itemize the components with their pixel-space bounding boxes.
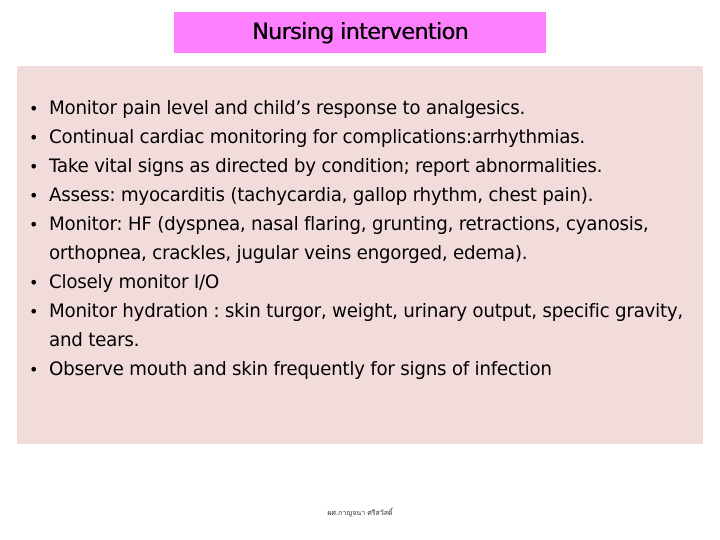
bullet-icon: •	[29, 302, 39, 321]
bullet-item	[29, 297, 694, 355]
bullet-item	[29, 268, 694, 297]
content-panel	[17, 66, 703, 444]
bullet-text: Monitor hydration : skin turgor, weight, urinary output, specific gravity, and tears.	[49, 301, 683, 351]
bullet-text: Closely monitor I/O	[49, 272, 220, 293]
bullet-icon: •	[29, 128, 39, 147]
bullet-item	[29, 181, 694, 210]
bullet-item	[29, 94, 694, 123]
bullet-item	[29, 152, 694, 181]
bullet-list	[29, 94, 694, 384]
title-banner	[174, 12, 546, 53]
bullet-icon: •	[29, 186, 39, 205]
bullet-text: Monitor: HF (dyspnea, nasal flaring, grunting, retractions, cyanosis, orthopnea, crackles, jugular veins engorged, edema).	[49, 214, 649, 264]
bullet-icon: •	[29, 360, 39, 379]
bullet-item	[29, 123, 694, 152]
bullet-item	[29, 355, 694, 384]
bullet-text: Continual cardiac monitoring for complications:arrhythmias.	[49, 127, 585, 148]
bullet-icon: •	[29, 273, 39, 292]
bullet-icon: •	[29, 157, 39, 176]
bullet-text: Monitor pain level and child’s response to analgesics.	[49, 98, 526, 119]
bullet-icon: •	[29, 215, 39, 234]
bullet-item	[29, 210, 694, 268]
bullet-text: Take vital signs as directed by condition; report abnormalities.	[49, 156, 603, 177]
slide-title: Nursing intervention	[252, 20, 468, 45]
bullet-text: Observe mouth and skin frequently for signs of infection	[49, 359, 552, 380]
footer-author: ผศ.กาญจนา ศรีสวัสดิ์	[327, 509, 393, 517]
bullet-text: Assess: myocarditis (tachycardia, gallop rhythm, chest pain).	[49, 185, 594, 206]
bullet-icon: •	[29, 99, 39, 118]
